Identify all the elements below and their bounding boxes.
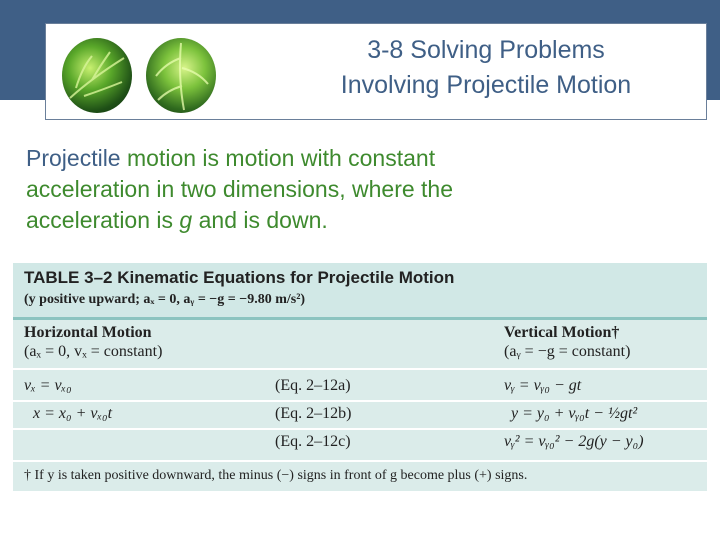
eq-vertical-c: vᵧ² = vᵧ₀² − 2g(y − y₀): [504, 433, 644, 450]
intro-keyword: Projectile: [26, 145, 121, 171]
leaf-image-left: [62, 38, 132, 113]
divider: [13, 460, 707, 462]
divider: [13, 368, 707, 370]
title-box: [45, 23, 707, 120]
eq-label-b: (Eq. 2–12b): [275, 405, 352, 422]
eq-vertical-b: y = y₀ + vᵧ₀t − ½gt²: [511, 405, 638, 422]
intro-paragraph: [26, 143, 706, 236]
leaf-image-right: [146, 38, 216, 113]
kinematics-table: [13, 263, 707, 491]
vertical-motion-sub: (aᵧ = −g = constant): [504, 343, 631, 360]
intro-line3a: acceleration is: [26, 207, 180, 233]
horizontal-motion-head: Horizontal Motion: [24, 324, 152, 341]
divider: [13, 400, 707, 402]
divider: [13, 428, 707, 430]
vertical-motion-head: Vertical Motion†: [504, 324, 620, 341]
table-header: [13, 263, 707, 320]
horizontal-motion-sub: (aₓ = 0, vₓ = constant): [24, 343, 163, 360]
slide-title: 3-8 Solving Problems Involving Projectile Motion: [340, 36, 632, 99]
intro-line3b: and is down.: [192, 207, 328, 233]
intro-line1: motion is motion with constant: [120, 145, 436, 171]
table-subtitle: (y positive upward; aₓ = 0, aᵧ = −g = −9.80 m/s²): [24, 292, 306, 307]
intro-line2: acceleration in two dimensions, where the: [26, 176, 454, 202]
eq-label-c: (Eq. 2–12c): [275, 433, 351, 450]
table-footnote: † If y is taken positive downward, the minus (−) signs in front of g become plus (+) signs.: [24, 468, 528, 483]
table-title: TABLE 3–2 Kinematic Equations for Projectile Motion: [24, 268, 455, 287]
eq-horizontal-b: x = x₀ + vₓ₀t: [33, 405, 113, 422]
eq-label-a: (Eq. 2–12a): [275, 377, 351, 394]
eq-horizontal-a: vₓ = vₓ₀: [24, 377, 72, 394]
eq-vertical-a: vᵧ = vᵧ₀ − gt: [504, 377, 582, 394]
intro-g: g: [179, 207, 193, 233]
